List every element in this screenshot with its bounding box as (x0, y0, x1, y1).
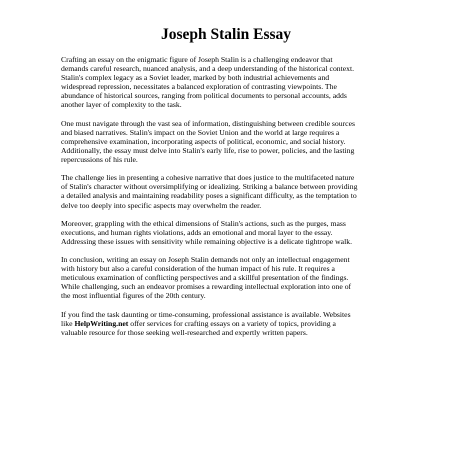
text-line: the most influential figures of the 20th century. (61, 291, 206, 301)
text-line: comprehensive examination, incorporating aspects of political, economic, and social history. (61, 136, 346, 146)
paragraph (61, 219, 413, 246)
document-title: Joseph Stalin Essay (160, 26, 292, 43)
paragraph (61, 310, 413, 337)
text-line: abundance of historical sources, ranging from political documents to personal accounts, adds (61, 91, 347, 101)
text-line: another layer of complexity to the task. (61, 100, 182, 110)
paragraph (61, 255, 413, 300)
paragraph (61, 173, 413, 209)
text-line: widespread repression, necessitates a balanced exploration of contrasting viewpoints. The (61, 82, 337, 92)
text-line: meticulous examination of conflicting perspectives and a skillful presentation of the findings. (61, 273, 349, 283)
text-line: In conclusion, writing an essay on Joseph Stalin demands not only an intellectual engagement (61, 255, 350, 265)
text-line: of Stalin's character without oversimplifying or idealizing. Striking a balance between providing (61, 182, 358, 192)
text-line: While challenging, such an endeavor promises a rewarding intellectual exploration into one of (61, 282, 352, 292)
document-body (61, 55, 413, 346)
text-line: a detailed analysis and maintaining readability poses a significant difficulty, as the temptation to (61, 191, 357, 201)
text-line: Addressing these issues with sensitivity while remaining objective is a delicate tightrope walk. (61, 236, 352, 246)
text-line: demands careful research, nuanced analysis, and a deep understanding of the historical context. (61, 64, 355, 74)
text-line: like HelpWriting.net offer services for crafting essays on a variety of topics, providing a (61, 318, 336, 328)
paragraph (61, 55, 413, 110)
text-line: repercussions of his rule. (61, 155, 138, 165)
website-link-text: HelpWriting.net (74, 318, 129, 328)
text-line: delve too deeply into specific aspects may overwhelm the reader. (61, 200, 262, 210)
text-line: The challenge lies in presenting a cohesive narrative that does justice to the multifaceted nature (61, 173, 355, 183)
text-line: Stalin's complex legacy as a Soviet leader, marked by both industrial achievements and (61, 73, 330, 83)
text-line: If you find the task daunting or time-consuming, professional assistance is available. Websites (61, 309, 351, 319)
text-line: valuable resource for those seeking well-researched and expertly written papers. (61, 327, 308, 337)
text-line: Additionally, the essay must delve into Stalin's early life, rise to power, policies, and the lasting (61, 145, 355, 155)
text-line: Crafting an essay on the enigmatic figure of Joseph Stalin is a challenging endeavor that (61, 55, 333, 64)
text-line: One must navigate through the vast sea of information, distinguishing between credible sources (61, 118, 355, 128)
paragraph (61, 119, 413, 164)
text-line: with history but also a careful consideration of the human impact of his rule. It requires a (61, 264, 335, 274)
text-line: executions, and human rights violations, adds an emotional and moral layer to the essay. (61, 227, 333, 237)
text-line: and biased narratives. Stalin's impact on the Soviet Union and the world at large requires a (61, 127, 340, 137)
text-line: Moreover, grappling with the ethical dimensions of Stalin's actions, such as the purges, mass (61, 218, 346, 228)
